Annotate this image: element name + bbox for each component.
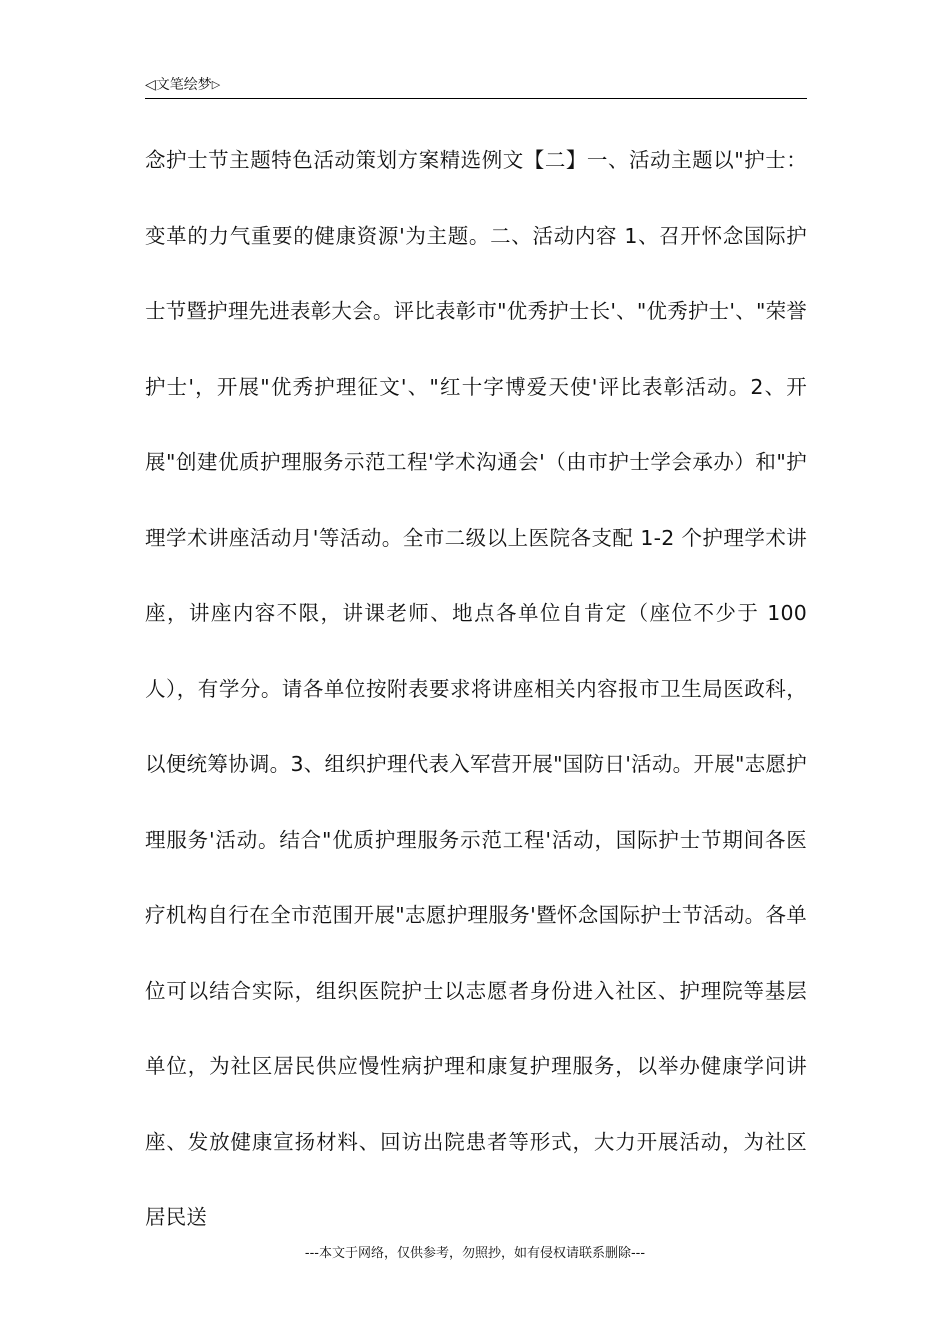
header-title: 文笔绘梦 [155, 77, 212, 93]
document-body-text: 念护士节主题特色活动策划方案精选例文【二】一、活动主题以"护士：变革的力气重要的健康资源'为主题。二、活动内容 1、召开怀念国际护士节暨护理先进表彰大会。评比表彰市"优秀护士长'、"优秀护士'、"荣誉护士'，开展"优秀护理征文'、"红十字博爱天使'评比表彰活动。2、开展"创建优质护理服务示范工程'学术沟通会'（由市护士学会承办）和"护理学术讲座活动月'等活动。全市二级以上医院各支配 1-2 个护理学术讲座，讲座内容不限，讲课老师、地点各单位自肯定（座位不少于 100 人），有学分。请各单位按附表要求将讲座相关内容报市卫生局医政科，以便统筹协调。3、组织护理代表入军营开展"国防日'活动。开展"志愿护理服务'活动。结合"优质护理服务示范工程'活动，国际护士节期间各医疗机构自行在全市范围开展"志愿护理服务'暨怀念国际护士节活动。各单位可以结合实际，组织医院护士以志愿者身份进入社区、护理院等基层单位，为社区居民供应慢性病护理和康复护理服务，以举办健康学问讲座、发放健康宣扬材料、回访出院患者等形式，大力开展活动，为社区居民送 [145, 148, 807, 1228]
left-triangle-icon: ◁ [145, 77, 156, 93]
right-triangle-icon: ▷ [211, 78, 221, 91]
page-header [145, 74, 807, 99]
footer-disclaimer: ---本文于网络，仅供参考，勿照抄，如有侵权请联系删除--- [304, 1246, 646, 1261]
